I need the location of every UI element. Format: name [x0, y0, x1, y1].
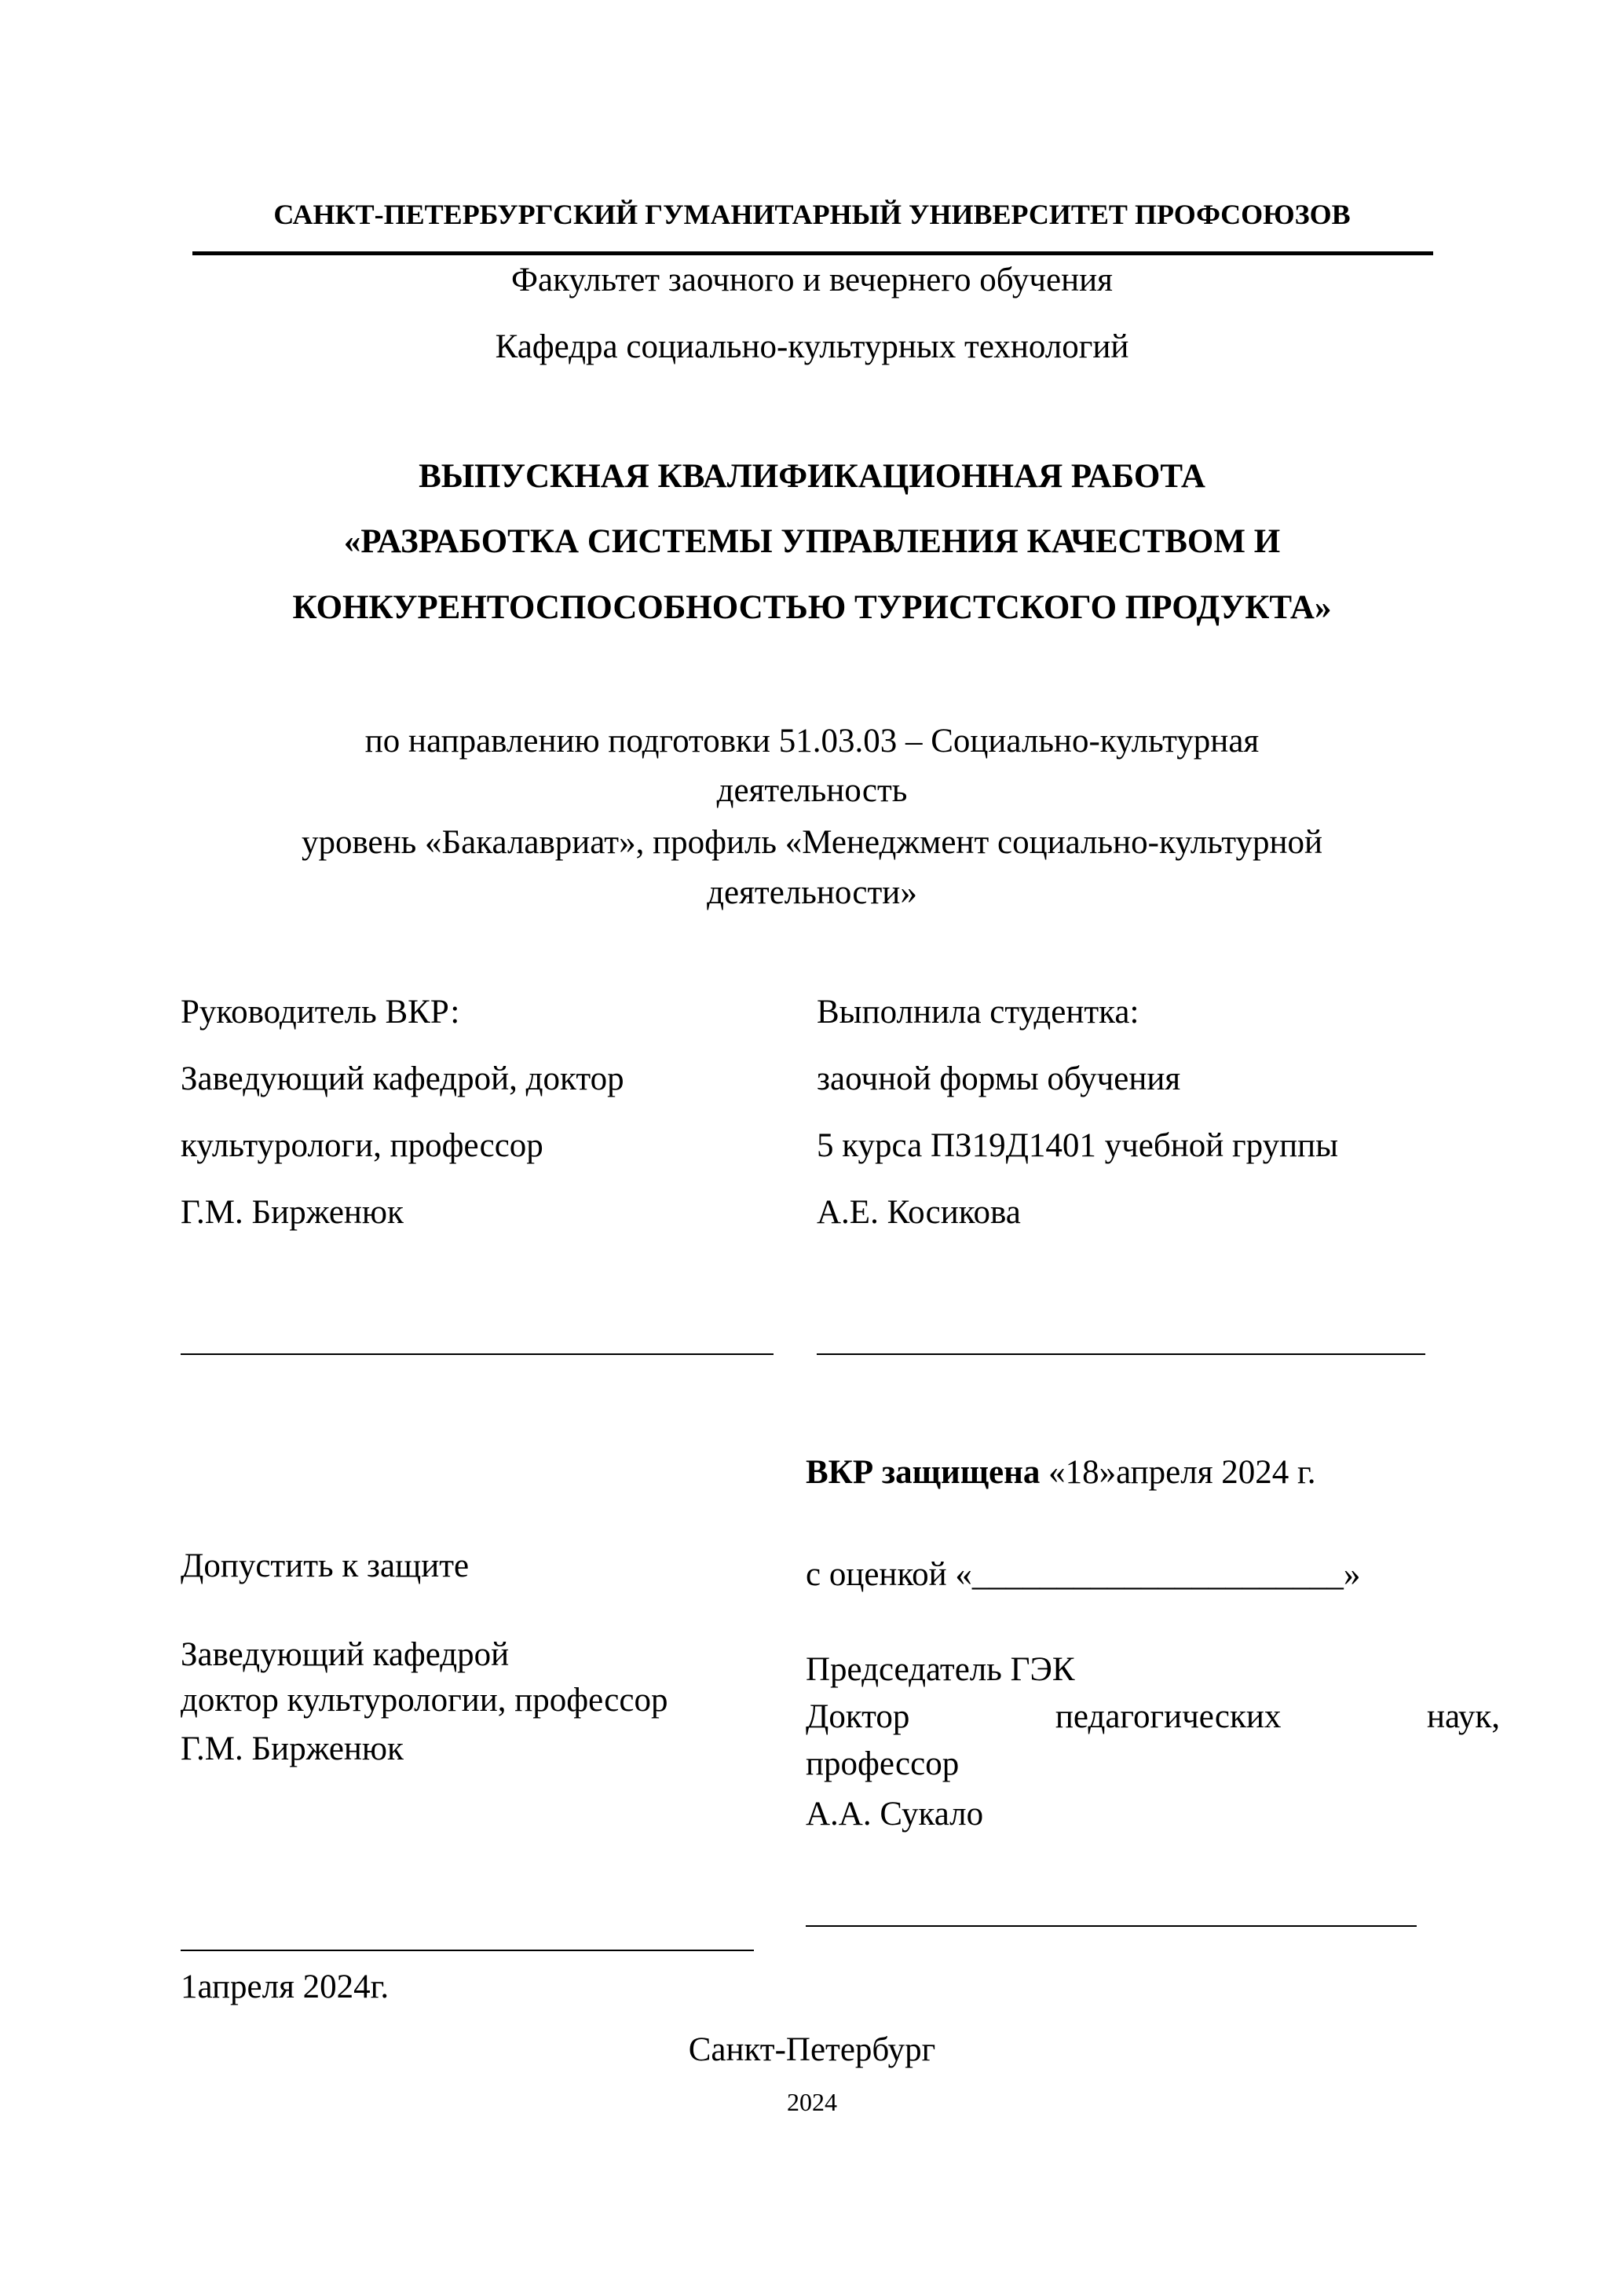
defense-label: ВКР защищена	[806, 1454, 1041, 1491]
student-name: А.Е. Косикова	[817, 1194, 1021, 1231]
admission-signature-line	[181, 1950, 754, 1951]
supervisor-position-line-1: Заведующий кафедрой, доктор	[181, 1060, 624, 1097]
program-line-3: уровень «Бакалавриат», профиль «Менеджмент социально-культурной	[301, 824, 1323, 861]
chairman-name: А.А. Сукало	[806, 1796, 984, 1833]
student-group: 5 курса ПЗ19Д1401 учебной группы	[817, 1127, 1339, 1164]
year: 2024	[787, 2088, 837, 2116]
chairman-label: Председатель ГЭК	[806, 1651, 1075, 1688]
chairman-degree-word-2: педагогических	[1055, 1698, 1282, 1735]
admission-position-line-2: доктор культурологии, профессор	[181, 1682, 668, 1719]
chairman-degree-word-3: наук,	[1426, 1698, 1500, 1735]
work-topic-line-1: «РАЗРАБОТКА СИСТЕМЫ УПРАВЛЕНИЯ КАЧЕСТВОМ И	[343, 523, 1281, 560]
city: Санкт-Петербург	[688, 2031, 936, 2068]
program-line-2: деятельность	[716, 772, 908, 809]
faculty-name: Факультет заочного и вечернего обучения	[511, 262, 1113, 298]
chairman-signature-line	[806, 1925, 1417, 1927]
header-divider	[192, 251, 1433, 255]
university-name: САНКТ-ПЕТЕРБУРГСКИЙ ГУМАНИТАРНЫЙ УНИВЕРСИТЕТ ПРОФСОЮЗОВ	[273, 199, 1351, 230]
defense-status	[806, 1456, 1316, 1489]
supervisor-signature-line	[181, 1353, 774, 1355]
work-topic-line-2: КОНКУРЕНТОСПОСОБНОСТЬЮ ТУРИСТСКОГО ПРОДУКТА»	[292, 589, 1332, 626]
admission-date: 1апреля 2024г.	[181, 1968, 390, 2005]
admission-name: Г.М. Бирженюк	[181, 1730, 404, 1767]
department-name: Кафедра социально-культурных технологий	[495, 328, 1129, 365]
supervisor-label: Руководитель ВКР:	[181, 994, 460, 1031]
student-signature-line	[817, 1353, 1425, 1355]
chairman-title: профессор	[806, 1745, 960, 1782]
supervisor-name: Г.М. Бирженюк	[181, 1194, 404, 1231]
chairman-degree	[806, 1700, 1500, 1734]
grade-blank: ______________________	[971, 1556, 1344, 1593]
supervisor-position-line-2: культурологи, профессор	[181, 1127, 543, 1164]
grade-prefix: с оценкой «	[806, 1556, 972, 1593]
defense-date: «18»апреля 2024 г.	[1040, 1454, 1316, 1491]
program-line-1: по направлению подготовки 51.03.03 – Социально-культурная	[364, 723, 1260, 760]
admission-label: Допустить к защите	[181, 1547, 470, 1584]
program-line-4: деятельности»	[707, 874, 917, 911]
chairman-degree-word-1: Доктор	[806, 1698, 910, 1735]
student-study-form: заочной формы обучения	[817, 1060, 1181, 1097]
defense-grade	[806, 1558, 1360, 1591]
grade-suffix: »	[1343, 1556, 1361, 1593]
work-type-title: ВЫПУСКНАЯ КВАЛИФИКАЦИОННАЯ РАБОТА	[419, 458, 1205, 495]
admission-position-line-1: Заведующий кафедрой	[181, 1636, 510, 1673]
student-label: Выполнила студентка:	[817, 994, 1139, 1031]
